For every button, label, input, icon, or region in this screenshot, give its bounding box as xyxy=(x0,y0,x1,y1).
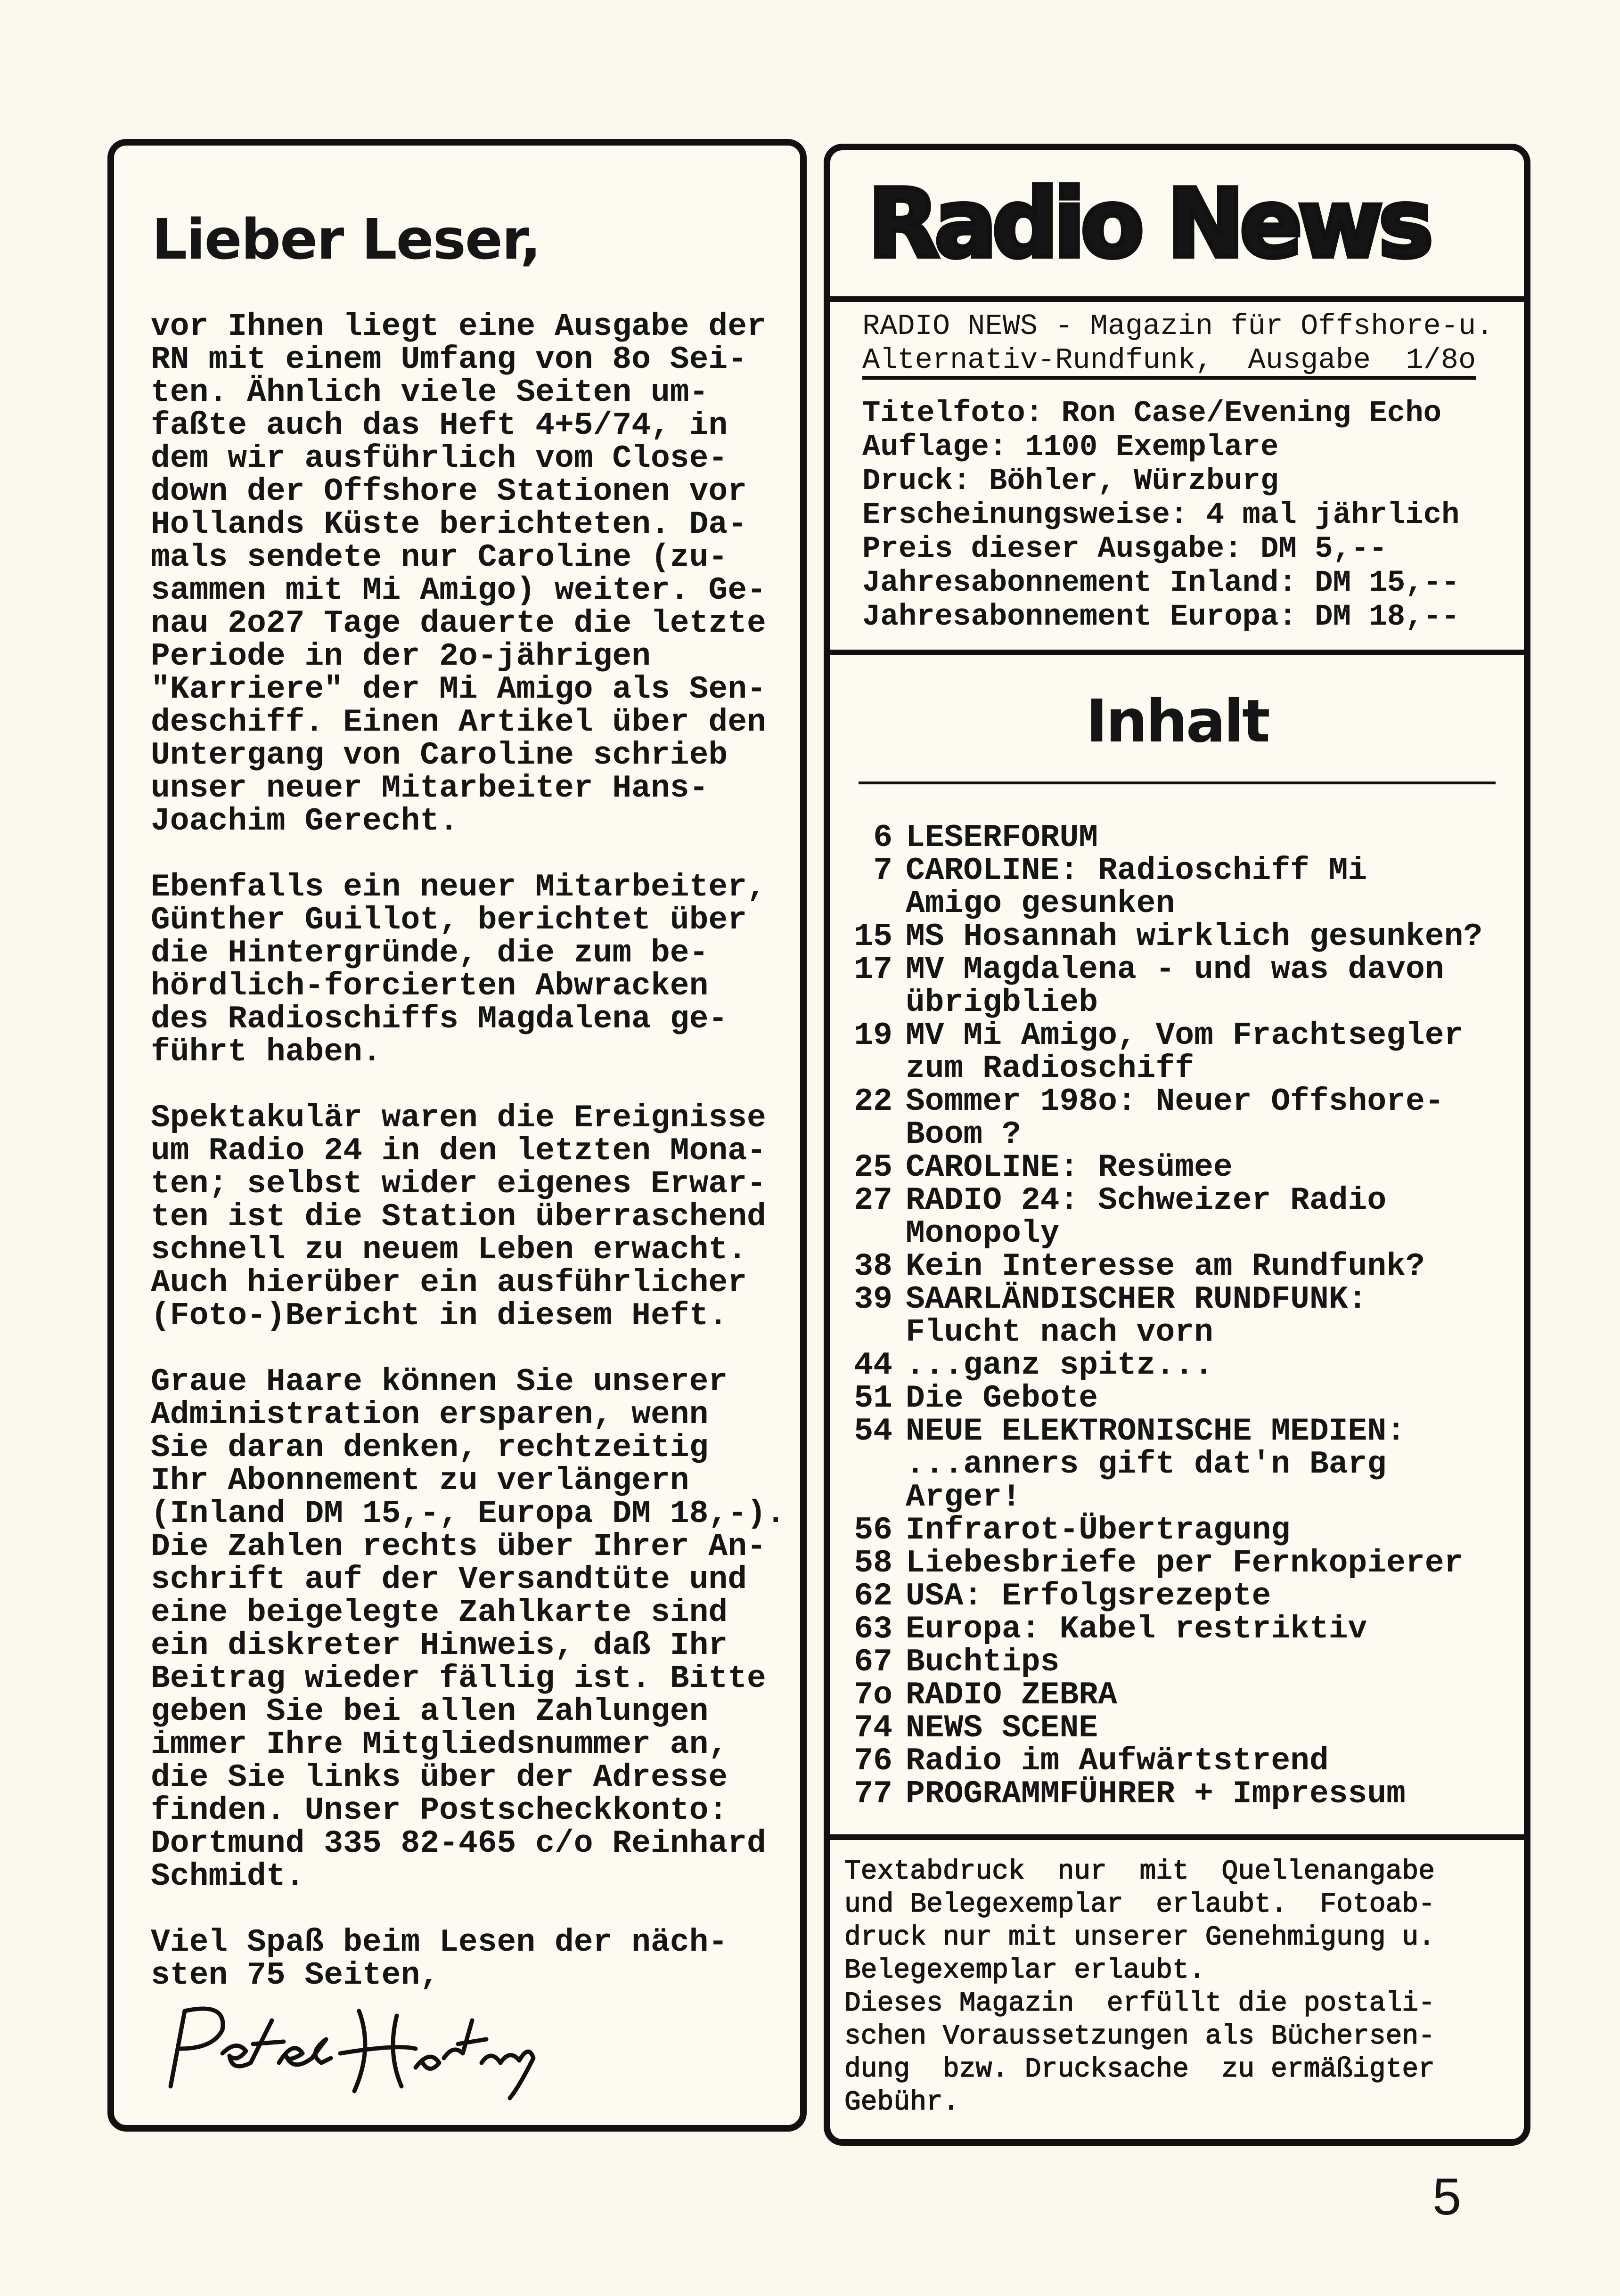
magazine-info-box xyxy=(824,144,1530,2146)
letter-paragraph xyxy=(151,1102,792,1333)
letter-line: (Inland DM 15,-, Europa DM 18,-). xyxy=(151,1496,785,1532)
letter-line: RN mit einem Umfang von 8o Sei- xyxy=(151,342,747,378)
letter-line: Dortmund 335 82-465 c/o Reinhard xyxy=(151,1825,766,1862)
toc-entry-line: Liebesbriefe per Fernkopierer xyxy=(906,1545,1464,1581)
toc-entry-line: USA: Erfolgsrezepte xyxy=(906,1578,1271,1614)
toc-entry-title xyxy=(906,1745,1518,1778)
toc-entry-line: Buchtips xyxy=(906,1644,1060,1680)
letter-line: Schmidt. xyxy=(151,1858,305,1895)
toc-entry-line: SAARLÄNDISCHER RUNDFUNK: xyxy=(906,1281,1367,1318)
letter-line: ten. Ähnlich viele Seiten um- xyxy=(151,375,709,411)
letter-line: Untergang von Caroline schrieb xyxy=(151,737,728,773)
toc-entry-title xyxy=(906,1547,1518,1580)
toc-entry-line: MS Hosannah wirklich gesunken? xyxy=(906,919,1483,955)
letter-line: führt haben. xyxy=(151,1034,382,1070)
toc-entry-line: Boom ? xyxy=(906,1116,1021,1153)
letter-line: die Sie links über der Adresse xyxy=(151,1759,728,1796)
toc-page-number: 63 xyxy=(854,1611,892,1647)
letter-line: Viel Spaß beim Lesen der näch- xyxy=(151,1924,728,1961)
toc-entry-title xyxy=(906,1349,1518,1382)
toc-page-number: 7 xyxy=(873,853,892,889)
divider xyxy=(830,650,1524,655)
toc-entry-line: zum Radioschiff xyxy=(906,1050,1195,1087)
masthead xyxy=(830,150,1524,302)
toc-entry-title xyxy=(906,1151,1518,1184)
letter-line: Auch hierüber ein ausführlicher xyxy=(151,1265,747,1301)
info-line: Preis dieser Ausgabe: DM 5,-- xyxy=(862,532,1387,566)
toc-entry-title xyxy=(906,855,1518,920)
letter-line: hördlich-forcierten Abwracken xyxy=(151,968,709,1004)
letter-line: deschiff. Einen Artikel über den xyxy=(151,704,766,741)
toc-page-number: 76 xyxy=(854,1743,892,1779)
toc-rule xyxy=(859,782,1496,784)
letter-line: ten; selbst wider eigenes Erwar- xyxy=(151,1166,766,1202)
notice-line: druck nur mit unserer Genehmigung u. xyxy=(844,1922,1435,1953)
letter-line: Hollands Küste berichteten. Da- xyxy=(151,506,747,543)
toc-entry-title xyxy=(906,1184,1518,1250)
letter-line: schnell zu neuem Leben erwacht. xyxy=(151,1232,747,1268)
letter-line: ten ist die Station überraschend xyxy=(151,1199,766,1235)
toc-entry-title xyxy=(906,1613,1518,1646)
info-line: Jahresabonnement Europa: DM 18,-- xyxy=(862,600,1460,634)
toc-entry-title xyxy=(906,1646,1518,1679)
toc-page-number: 27 xyxy=(854,1182,892,1219)
toc-entry-line: Arger! xyxy=(906,1479,1021,1515)
letter-line: um Radio 24 in den letzten Mona- xyxy=(151,1133,766,1169)
toc-entry-title xyxy=(906,1415,1518,1514)
toc-entry-line: RADIO 24: Schweizer Radio xyxy=(906,1182,1387,1219)
toc-page-number: 25 xyxy=(854,1149,892,1186)
toc-page-number: 62 xyxy=(854,1578,892,1614)
toc-entry xyxy=(849,1646,1518,1679)
toc-page-number: 44 xyxy=(854,1347,892,1384)
toc-entry-line: MV Magdalena - und was davon xyxy=(906,952,1444,988)
toc-entry xyxy=(849,822,1518,855)
notice-line: Textabdruck nur mit Quellenangabe xyxy=(844,1856,1435,1887)
letter-line: Beitrag wieder fällig ist. Bitte xyxy=(151,1661,766,1697)
toc-entry-line: ...anners gift dat'n Barg xyxy=(906,1446,1387,1482)
toc-entry xyxy=(849,855,1518,920)
notice-line: Gebühr. xyxy=(844,2087,959,2118)
toc-page-number: 56 xyxy=(854,1512,892,1548)
toc-entry-line: MV Mi Amigo, Vom Frachtsegler xyxy=(906,1018,1464,1054)
toc-page-number: 54 xyxy=(854,1413,892,1449)
letter-line: down der Offshore Stationen vor xyxy=(151,473,747,510)
radio-news-logo: Radio News xyxy=(868,169,1429,279)
toc-page-number: 38 xyxy=(854,1248,892,1285)
toc-entry xyxy=(849,1613,1518,1646)
toc-entry-line: NEWS SCENE xyxy=(906,1710,1098,1746)
toc-entry xyxy=(849,1679,1518,1712)
letter-line: Joachim Gerecht. xyxy=(151,803,458,839)
toc-entry-title xyxy=(906,1382,1518,1415)
signature-peter-hartwig xyxy=(152,1992,576,2101)
letter-line: vor Ihnen liegt eine Ausgabe der xyxy=(151,309,766,345)
toc-entry xyxy=(849,1580,1518,1613)
toc-entry xyxy=(849,1349,1518,1382)
toc-entry xyxy=(849,1184,1518,1250)
toc-entry-line: Kein Interesse am Rundfunk? xyxy=(906,1248,1425,1285)
toc-entry-line: Monopoly xyxy=(906,1215,1060,1252)
letter-line: finden. Unser Postscheckkonto: xyxy=(151,1792,728,1829)
toc-entry-line: Radio im Aufwärtstrend xyxy=(906,1743,1329,1779)
toc-entry xyxy=(849,1415,1518,1514)
subtitle-line: RADIO NEWS - Magazin für Offshore-u. xyxy=(862,309,1494,343)
letter-line: mals sendete nur Caroline (zu- xyxy=(151,539,728,576)
notice-line: Dieses Magazin erfüllt die postali- xyxy=(844,1988,1435,2019)
toc-entry xyxy=(849,1283,1518,1349)
letter-line: Sie daran denken, rechtzeitig xyxy=(151,1430,709,1466)
letter-line: geben Sie bei allen Zahlungen xyxy=(151,1694,709,1730)
toc-page-number: 17 xyxy=(854,952,892,988)
letter-paragraph xyxy=(151,310,792,838)
imprint-info xyxy=(862,308,1513,634)
toc-entry xyxy=(849,920,1518,953)
toc-entry-title xyxy=(906,1712,1518,1745)
letter-line: des Radioschiffs Magdalena ge- xyxy=(151,1001,728,1037)
toc-entry-title xyxy=(906,1085,1518,1151)
toc-entry-title xyxy=(906,1019,1518,1085)
toc-page-number: 7o xyxy=(854,1677,892,1713)
toc-entry xyxy=(849,1382,1518,1415)
letter-greeting: Lieber Leser, xyxy=(152,207,540,272)
notice-line: schen Voraussetzungen als Büchersen- xyxy=(844,2021,1435,2052)
toc-entry xyxy=(849,1778,1518,1811)
letter-line: "Karriere" der Mi Amigo als Sen- xyxy=(151,671,766,708)
letter-line: schrift auf der Versandtüte und xyxy=(151,1562,747,1598)
toc-page-number: 19 xyxy=(854,1018,892,1054)
toc-entry-title xyxy=(906,953,1518,1019)
toc-entry-line: LESERFORUM xyxy=(906,820,1098,856)
letter-line: eine beigelegte Zahlkarte sind xyxy=(151,1595,728,1631)
toc-entry-title xyxy=(906,1250,1518,1283)
toc-entry-line: Infrarot-Übertragung xyxy=(906,1512,1291,1548)
toc-entry-title xyxy=(906,1283,1518,1349)
toc-entry-line: NEUE ELEKTRONISCHE MEDIEN: xyxy=(906,1413,1406,1449)
notice-line: Belegexemplar erlaubt. xyxy=(844,1955,1205,1986)
toc-entry-line: CAROLINE: Resümee xyxy=(906,1149,1233,1186)
toc-entry-title xyxy=(906,1580,1518,1613)
toc-title: Inhalt xyxy=(1086,687,1268,756)
letter-paragraph xyxy=(151,1366,792,1893)
letter-line: Periode in der 2o-jährigen xyxy=(151,638,651,675)
info-line: Erscheinungsweise: 4 mal jährlich xyxy=(862,498,1460,532)
divider xyxy=(830,1834,1524,1840)
toc-entry-line: Amigo gesunken xyxy=(906,886,1175,922)
toc-entry-title xyxy=(906,920,1518,953)
toc-entry xyxy=(849,1745,1518,1778)
toc-page-number: 39 xyxy=(854,1281,892,1318)
toc-page-number: 67 xyxy=(854,1644,892,1680)
toc-entry-line: RADIO ZEBRA xyxy=(906,1677,1117,1713)
letter-line: sammen mit Mi Amigo) weiter. Ge- xyxy=(151,572,766,609)
toc-page-number: 6 xyxy=(873,820,892,856)
toc-entry xyxy=(849,1547,1518,1580)
subtitle-line: Alternativ-Rundfunk, Ausgabe 1/8o xyxy=(862,345,1476,380)
letter-paragraph xyxy=(151,1926,792,1992)
toc-entry-line: ...ganz spitz... xyxy=(906,1347,1213,1384)
toc-entry xyxy=(849,1019,1518,1085)
info-line: Druck: Böhler, Würzburg xyxy=(862,464,1279,498)
letter-body xyxy=(151,310,792,2025)
page-number: 5 xyxy=(1432,2168,1462,2226)
table-of-contents xyxy=(849,822,1518,1811)
notice-line: dung bzw. Drucksache zu ermäßigter xyxy=(844,2054,1435,2085)
toc-entry xyxy=(849,1514,1518,1547)
notice-line: und Belegexemplar erlaubt. Fotoab- xyxy=(844,1889,1435,1920)
toc-entry-line: übrigblieb xyxy=(906,985,1098,1021)
toc-page-number: 58 xyxy=(854,1545,892,1581)
letter-line: dem wir ausführlich vom Close- xyxy=(151,440,728,477)
letter-line: nau 2o27 Tage dauerte die letzte xyxy=(151,605,766,642)
letter-line: faßte auch das Heft 4+5/74, in xyxy=(151,407,728,444)
letter-line: immer Ihre Mitgliedsnummer an, xyxy=(151,1726,728,1763)
letter-line: Graue Haare können Sie unserer xyxy=(151,1364,728,1400)
editorial-letter-box xyxy=(107,139,807,2132)
toc-entry-title xyxy=(906,822,1518,855)
letter-line: Spektakulär waren die Ereignisse xyxy=(151,1100,766,1136)
toc-entry-title xyxy=(906,1514,1518,1547)
toc-entry xyxy=(849,953,1518,1019)
toc-entry-line: Die Gebote xyxy=(906,1380,1098,1417)
toc-entry-line: Sommer 198o: Neuer Offshore- xyxy=(906,1083,1444,1120)
letter-paragraph xyxy=(151,871,792,1069)
letter-line: Günther Guillot, berichtet über xyxy=(151,902,747,938)
toc-page-number: 74 xyxy=(854,1710,892,1746)
toc-entry xyxy=(849,1151,1518,1184)
toc-page-number: 22 xyxy=(854,1083,892,1120)
toc-entry xyxy=(849,1085,1518,1151)
toc-entry-line: Flucht nach vorn xyxy=(906,1314,1213,1351)
info-line: Auflage: 1100 Exemplare xyxy=(862,431,1279,464)
letter-line: (Foto-)Bericht in diesem Heft. xyxy=(151,1298,728,1334)
toc-page-number: 15 xyxy=(854,919,892,955)
toc-entry-line: PROGRAMMFÜHRER + Impressum xyxy=(906,1776,1406,1812)
toc-page-number: 77 xyxy=(854,1776,892,1812)
letter-line: Ebenfalls ein neuer Mitarbeiter, xyxy=(151,869,766,905)
info-line: Titelfoto: Ron Case/Evening Echo xyxy=(862,397,1441,431)
copyright-notice xyxy=(844,1856,1485,2119)
toc-entry-title xyxy=(906,1778,1518,1811)
letter-line: sten 75 Seiten, xyxy=(151,1957,440,1994)
toc-entry xyxy=(849,1712,1518,1745)
letter-line: ein diskreter Hinweis, daß Ihr xyxy=(151,1628,728,1664)
toc-entry-line: Europa: Kabel restriktiv xyxy=(906,1611,1367,1647)
toc-entry-title xyxy=(906,1679,1518,1712)
toc-entry xyxy=(849,1250,1518,1283)
toc-page-number: 51 xyxy=(854,1380,892,1417)
letter-line: die Hintergründe, die zum be- xyxy=(151,935,709,971)
letter-line: unser neuer Mitarbeiter Hans- xyxy=(151,770,709,806)
toc-entry-line: CAROLINE: Radioschiff Mi xyxy=(906,853,1367,889)
letter-line: Ihr Abonnement zu verlängern xyxy=(151,1463,689,1499)
info-line: Jahresabonnement Inland: DM 15,-- xyxy=(862,566,1460,600)
letter-line: Die Zahlen rechts über Ihrer An- xyxy=(151,1529,766,1565)
letter-line: Administration ersparen, wenn xyxy=(151,1397,709,1433)
